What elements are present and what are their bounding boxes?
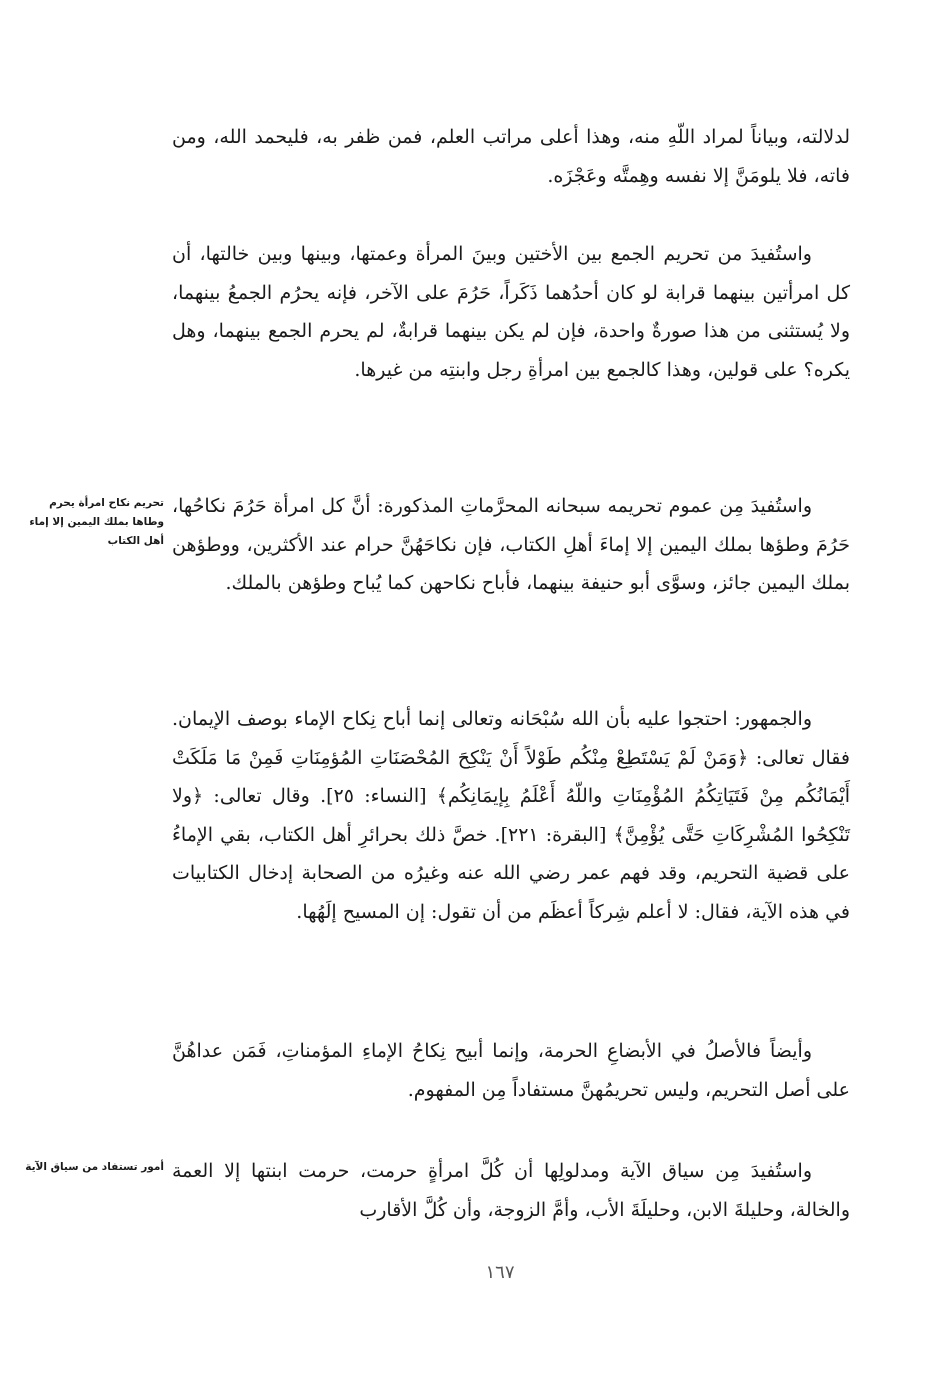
paragraph-6-text: واستُفيدَ مِن سياق الآية ومدلولِها أن كُلَّ امرأةٍ حرمت، حرمت ابنتها إلا العمة والخالة، وحليلةَ الابن، وحليلَةَ الأب، وأمَّ الزوجة، وأن كُلَّ الأقارب — [172, 1160, 850, 1221]
paragraph-3-text: واستُفيدَ مِن عموم تحريمه سبحانه المحرَّماتِ المذكورة: أنَّ كل امرأة حَرُمَ نكاحُها، حَرُمَ وطؤها بملك اليمين إلا إماءَ أهلِ الكتاب، فإن نكاحَهُنَّ حرام عند الأكثرين، ووطؤهن بملك اليمين جائز، وسوَّى أبو حنيفة بينهما، فأباح نكاحهن كما يُباح وطؤهن بالملك. — [172, 495, 850, 594]
side-note-2: أمور تستفاد من سياق الآية — [25, 1161, 164, 1173]
paragraph-6 — [172, 1152, 850, 1229]
side-note-1: تحريم نكاح امرأة يحرم وطاها بملك اليمين إلا إماء أهل الكتاب — [29, 497, 164, 547]
paragraph-3 — [172, 487, 850, 603]
paragraph-2-text: واستُفيدَ من تحريم الجمع بين الأختين وبينَ المرأة وعمتها، وبينها وبين خالتها، أن كل امرأتين بينهما قرابة لو كان أحدُهما ذَكَراً، حَرُمَ على الآخر، فإنه يحرُم الجمعُ بينهما، ولا يُستثنى من هذا صورةٌ واحدة، فإن لم يكن بينهما قرابةٌ، لم يحرم الجمع بينهما، وهل يكره؟ على قولين، وهذا كالجمع بين امرأةِ رجل وابنتِه من غيرها. — [172, 243, 850, 381]
paragraph-5 — [172, 1032, 850, 1109]
paragraph-5-text: وأيضاً فالأصلُ في الأبضاعِ الحرمة، وإنما أبيح نِكاحُ الإماءِ المؤمناتِ، فَمَن عداهُنَّ على أصل التحريم، وليس تحريمُهنَّ مستفاداً مِن المفهوم. — [172, 1040, 850, 1101]
paragraph-2 — [172, 235, 850, 389]
paragraph-4 — [172, 700, 850, 931]
page-number: ١٦٧ — [485, 1262, 515, 1283]
paragraph-1: لدلالته، وبياناً لمراد اللّهِ منه، وهذا أعلى مراتب العلم، فمن ظفر به، فليحمد الله، ومن فاته، فلا يلومَنَّ إلا نفسه وهِمتَّه وعَجْزَه. — [172, 126, 850, 187]
paragraph-4-text: والجمهور: احتجوا عليه بأن الله سُبْحَانه وتعالى إنما أباح نِكاح الإماء بوصف الإيمان. فقال تعالى: ﴿وَمَنْ لَمْ يَسْتَطِعْ مِنْكُم طَوْلاً أَنْ يَنْكِحَ المُحْصَنَاتِ المُؤمِنَاتِ فَمِنْ مَا مَلَكَتْ أَيْمَانُكُم مِنْ فَتَيَاتِكُمُ المُؤْمِنَاتِ واللّهُ أَعْلَمُ بِإيمَانِكُم﴾ [النساء: ٢٥]. وقال تعالى: ﴿ولا تَنْكِحُوا المُشْرِكَاتِ حَتَّى يُؤْمِنَّ﴾ [البقرة: ٢٢١]. خصَّ ذلك بحرائرِ أهل الكتاب، بقي الإماءُ على قضية التحريم، وقد فهم عمر رضي الله عنه وغيرُه من الصحابة إدخال الكتابيات في هذه الآية، فقال: لا أعلم شِركاً أعظَم من أن تقول: إن المسيح إلَهُها. — [172, 708, 851, 923]
